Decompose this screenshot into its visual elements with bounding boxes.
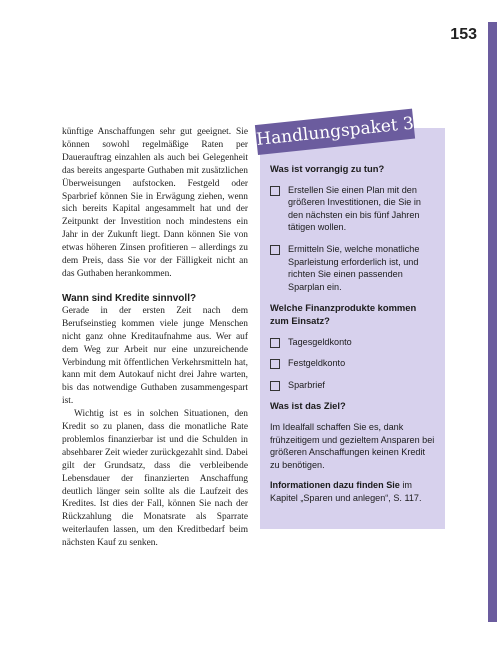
action-package-content [270, 163, 435, 512]
info-text [270, 479, 435, 504]
section-heading: Wann sind Kredite sinnvoll? [62, 292, 197, 304]
question-heading: Was ist vorrangig zu tun? [270, 163, 385, 174]
checklist-text: Tagesgeldkonto [288, 336, 352, 347]
checklist-text: Erstellen Sie einen Plan mit den größeren Investitionen, die Sie in den nächsten ein bis fünf Jahren tätigen wollen. [288, 184, 421, 233]
info-rest: im Kapitel „Sparen und anlegen“, S. 117. [270, 480, 422, 503]
checkbox-icon [270, 245, 280, 255]
checkbox-icon [270, 186, 280, 196]
checklist-item [270, 243, 435, 293]
question-heading: Welche Finanzprodukte kommen zum Einsatz? [270, 302, 417, 326]
body-column [62, 126, 248, 550]
checklist-text: Ermitteln Sie, welche monatliche Sparleistung erforderlich ist, und richten Sie einen passenden Sparplan ein. [288, 243, 420, 292]
question-heading: Was ist das Ziel? [270, 400, 346, 412]
checklist-item [270, 184, 435, 234]
paragraph: Wichtig ist es in solchen Situationen, den Kredit so zu planen, dass die monatliche Rate problemlos finanzierbar ist und die Schulden in absehbarer Zeit wieder zurückgezahlt sind. Dabei gilt der Grundsatz, dass die verbleibende Lebensdauer der finanzierten Anschaffung deutlich länger sein sollte als die Laufzeit des Kredites. Ist dies der Fall, können Sie nach der Rückzahlung die Monatsrate als Sparrate weiterlaufen lassen, um den Kreditbedarf beim nächsten Kauf zu senken. [62, 409, 248, 549]
checkbox-icon [270, 381, 280, 391]
checklist-item [270, 379, 435, 392]
checklist-item [270, 357, 435, 370]
action-package-banner: Handlungspaket 3 [255, 109, 415, 155]
info-bold: Informationen dazu finden Sie [270, 480, 400, 491]
checkbox-icon [270, 359, 280, 369]
page-edge-bar [488, 22, 497, 622]
goal-text: Im Idealfall schaffen Sie es, dank frühzeitigem und gezieltem Ansparen bei größeren Anschaffungen keinen Kredit zu benötigen. [270, 421, 435, 470]
checklist-item [270, 336, 435, 349]
paragraph: künftige Anschaffungen sehr gut geeignet. Sie können sowohl regelmäßige Raten per Dauerauftrag einzahlen als auch bei Gelegenheit das bereits angesparte Guthaben mit zusätzlichen Überweisungen aufstocken. Festgeld oder Sparbrief können Sie in Erwägung ziehen, wenn sich bereits Kapital angesammelt hat und der Zeitpunkt der Investition noch mindestens ein Jahr in der Zukunft liegt. Dann können Sie von etwas höheren Zinsen profitieren – allerdings zu dem Preis, dass Sie vor der Fälligkeit nicht an das Guthaben herankommen. [62, 127, 248, 279]
page-number: 153 [450, 26, 477, 43]
checkbox-icon [270, 338, 280, 348]
checklist-text: Festgeldkonto [288, 358, 346, 369]
checklist-text: Sparbrief [288, 379, 325, 390]
paragraph: Gerade in der ersten Zeit nach dem Berufseinstieg kommen viele junge Menschen nicht ganz ohne Kreditaufnahme aus. Wer auf dem Weg zur Arbeit nur eine unzureichende Verbindung mit öffentlichen Verkehrsmitteln hat, kann mit dem Autokauf nicht drei Jahre warten, bis das notwendige Guthaben zusammengespart ist. [62, 305, 248, 407]
